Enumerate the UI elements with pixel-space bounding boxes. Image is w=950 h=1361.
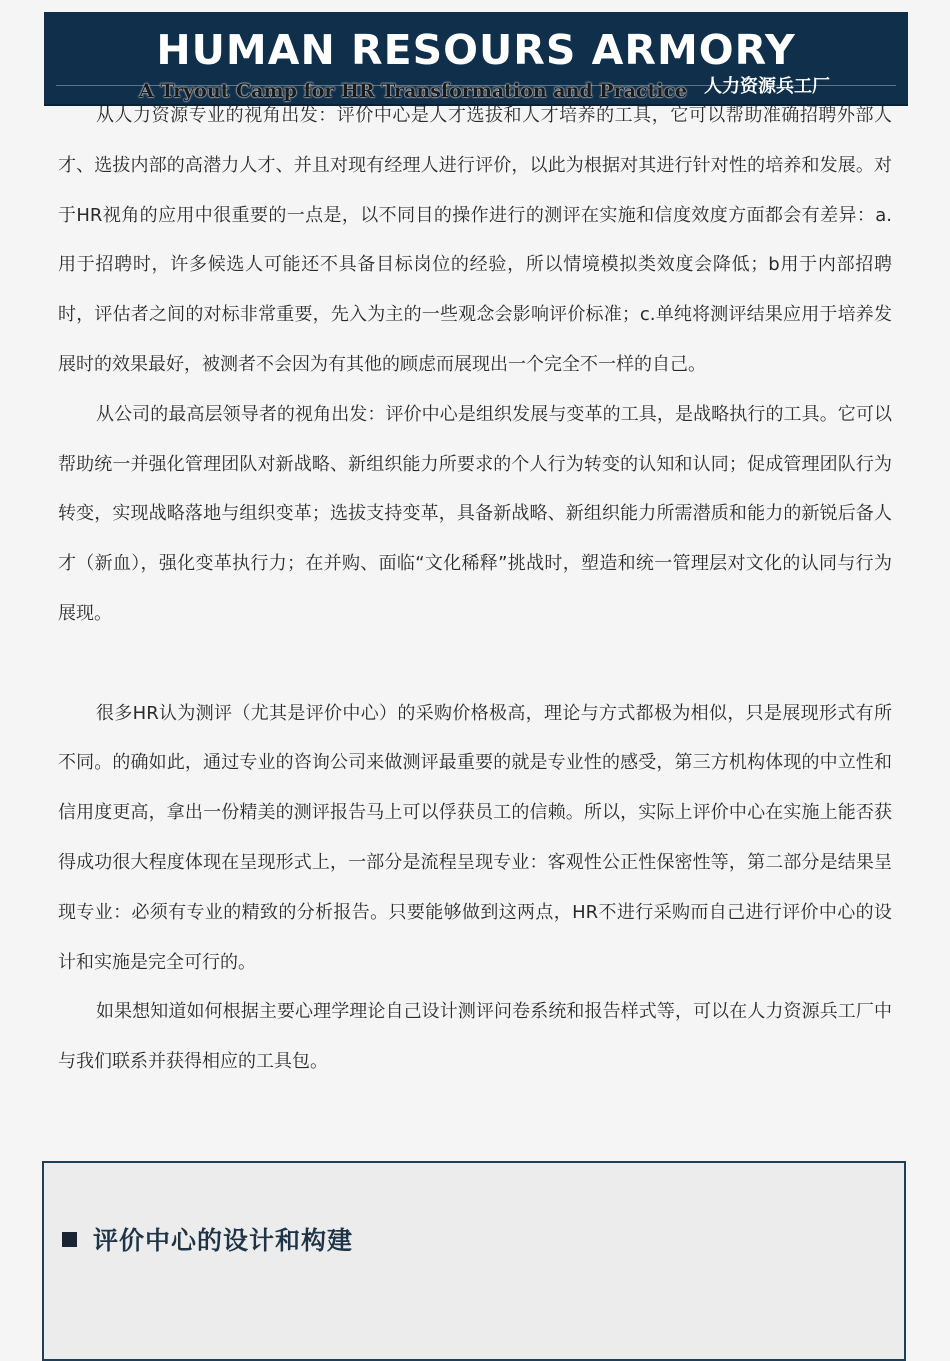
banner-title: HUMAN RESOURS ARMORY xyxy=(156,26,796,74)
article-body xyxy=(58,91,892,1087)
paragraph-toolkit: 如果想知道如何根据主要心理学理论自己设计测评问卷系统和报告样式等，可以在人力资源兵工厂中与我们联系并获得相应的工具包。 xyxy=(58,1001,892,1073)
paragraph-leadership-perspective: 从公司的最高层领导者的视角出发：评价中心是组织发展与变革的工具，是战略执行的工具。它可以帮助统一并强化管理团队对新战略、新组织能力所要求的个人行为转变的认知和认同；促成管理团队行为转变，实现战略落地与组织变革；选拔支持变革，具备新战略、新组织能力所需潜质和能力的新锐后备人才（新血），强化变革执行力；在并购、面临“文化稀释”挑战时，塑造和统一管理层对文化的认同与行为展现。 xyxy=(58,403,892,624)
banner-subtitle: A Tryout Camp for HR Transformation and Practice xyxy=(139,80,688,102)
paragraph-procurement: 很多HR认为测评（尤其是评价中心）的采购价格极高，理论与方式都极为相似，只是展现形式有所不同。的确如此，通过专业的咨询公司来做测评最重要的就是专业性的感受，第三方机构体现的中立性和信用度更高，拿出一份精美的测评报告马上可以俘获员工的信赖。所以，实际上评价中心在实施上能否获得成功很大程度体现在呈现形式上，一部分是流程呈现专业：客观性公正性保密性等，第二部分是结果呈现专业：必须有专业的精致的分析报告。只要能够做到这两点，HR不进行采购而自己进行评价中心的设计和实施是完全可行的。 xyxy=(58,702,892,973)
section-heading xyxy=(62,1221,353,1257)
section-title: 评价中心的设计和构建 xyxy=(93,1226,354,1255)
paragraph-spacer xyxy=(58,639,892,689)
paragraph-hr-perspective: 从人力资源专业的视角出发：评价中心是人才选拔和人才培养的工具，它可以帮助准确招聘外部人才、选拔内部的高潜力人才、并且对现有经理人进行评价，以此为根据对其进行针对性的培养和发展。对于HR视角的应用中很重要的一点是，以不同目的操作进行的测评在实施和信度效度方面都会有差异：a.用于招聘时，许多候选人可能还不具备目标岗位的经验，所以情境模拟类效度会降低；b用于内部招聘时，评估者之间的对标非常重要，先入为主的一些观念会影响评价标准；c.单纯将测评结果应用于培养发展时的效果最好，被测者不会因为有其他的顾虑而展现出一个完全不一样的自己。 xyxy=(58,105,892,375)
square-bullet-icon xyxy=(62,1232,77,1247)
banner-chinese-name: 人力资源兵工厂 xyxy=(704,76,830,97)
section-panel xyxy=(42,1161,906,1361)
